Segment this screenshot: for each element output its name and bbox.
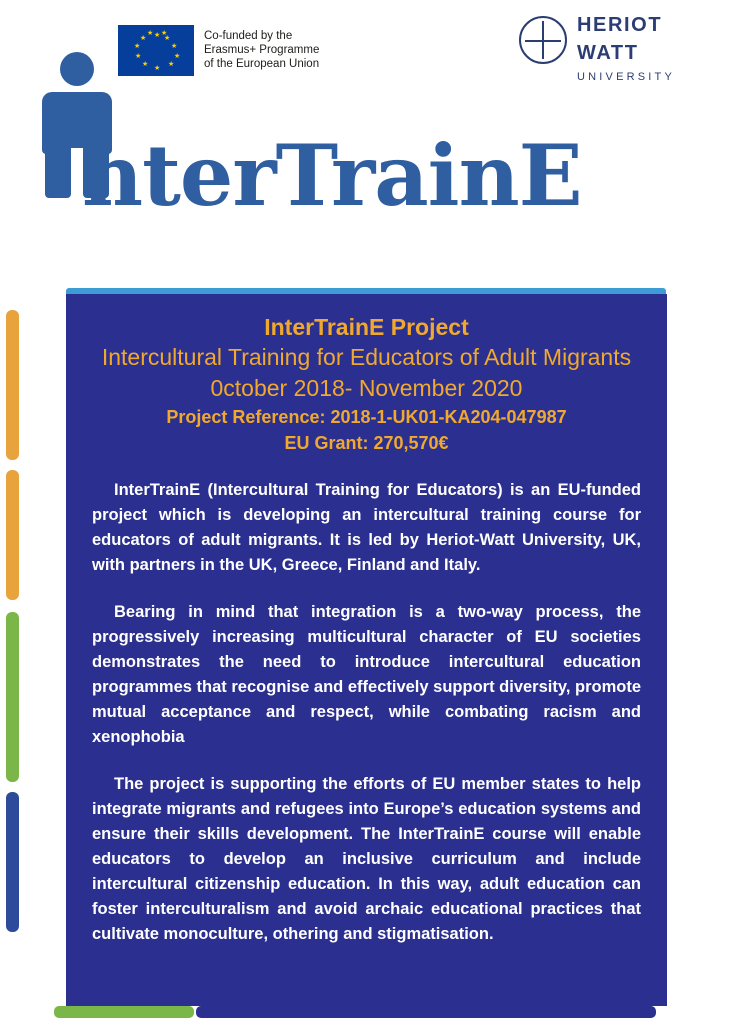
paragraph-3: The project is supporting the efforts of EU member states to help integrate migrants and refugees into Europe’s education systems and ensure their skills development. The InterTrainE course will enable educators to develop an inclusive curriculum and include intercultural citizenship education. In this way, adult education can foster interculturalism and avoid archaic educational practices that cultivate monoculture, othering and stigmatisation. (92, 775, 641, 943)
document-header (0, 0, 731, 262)
heriot-watt-name-line-2: WATT (577, 42, 639, 64)
intertraine-wordmark-text: nterTrainE (82, 126, 582, 225)
paragraph-1: InterTrainE (Intercultural Training for Educators) is an EU-funded project which is developing an intercultural training course for educators of adult migrants. It is led by Heriot-Watt University, UK, with partners in the UK, Greece, Finland and Italy. (92, 481, 641, 574)
project-title-block (92, 312, 641, 456)
brush-stroke-orange (6, 310, 19, 460)
heriot-watt-subtitle: UNIVERSITY (577, 71, 676, 83)
project-reference: Project Reference: 2018-1-UK01-KA204-047987 (166, 407, 567, 427)
page-title: InterTrainE Project (264, 314, 469, 340)
project-subtitle: Intercultural Training for Educators of Adult Migrants (101, 344, 632, 370)
project-info-panel (66, 294, 667, 1006)
project-dates: 0ctober 2018- November 2020 (210, 375, 523, 401)
project-grant: EU Grant: 270,570€ (284, 433, 449, 453)
heriot-watt-name-line-1: HERIOT (577, 14, 663, 36)
eu-funding-line-3: of the European Union (204, 58, 320, 70)
eu-flag-icon: ★ ★ ★ ★ ★ ★ ★ ★ ★ ★ ★ ★ (118, 25, 194, 76)
intertraine-wordmark (30, 52, 710, 237)
project-description (92, 478, 641, 947)
brush-stroke-blue-bottom (196, 1006, 656, 1018)
brush-stroke-green (6, 612, 19, 782)
eu-funding-line-2: Erasmus+ Programme (204, 44, 320, 56)
brush-stroke-orange (6, 470, 19, 600)
brush-stroke-green-bottom (54, 1006, 194, 1018)
brush-stroke-blue (6, 792, 19, 932)
eu-funding-line-1: Co-funded by the (204, 30, 293, 42)
paragraph-2: Bearing in mind that integration is a two-way process, the progressively increasing multicultural character of EU societies demonstrates the need to introduce intercultural education programmes that recognise and effectively support diversity, promote mutual acceptance and respect, while combating racism and xenophobia (92, 603, 641, 746)
